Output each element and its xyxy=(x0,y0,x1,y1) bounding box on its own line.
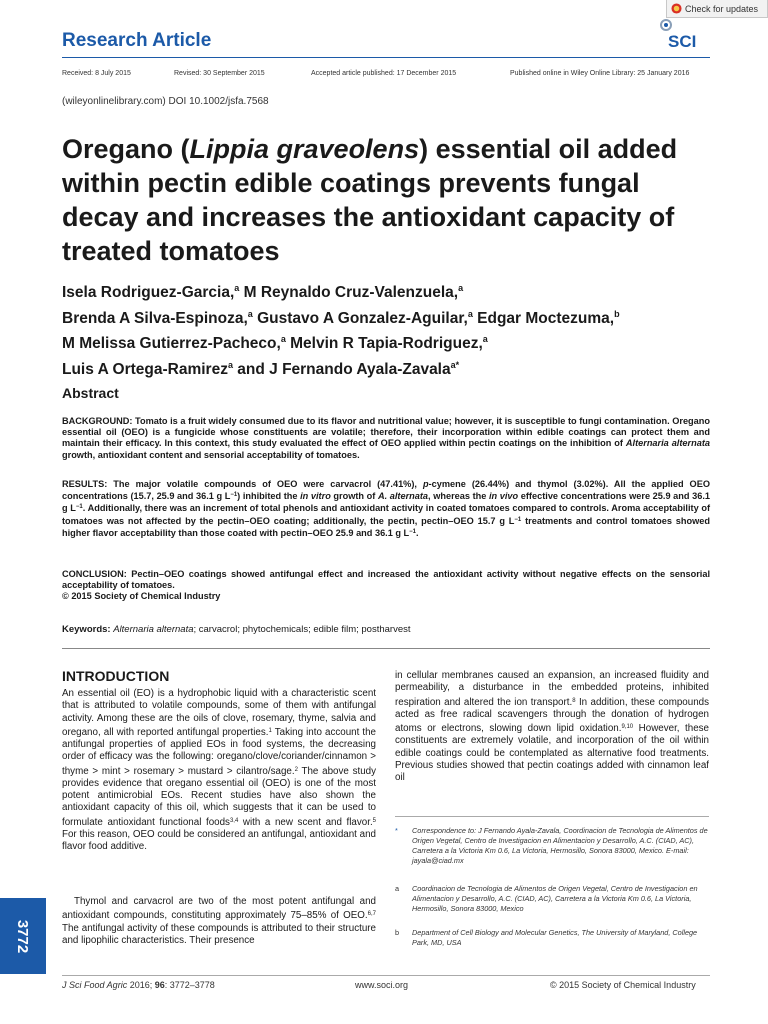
keywords: Keywords: Alternaria alternata; carvacrol; phytochemicals; edible film; postharvest xyxy=(62,624,411,635)
intro-paragraph-1: An essential oil (EO) is a hydrophobic liquid with a characteristic scent that is attributed to volatile compounds, some of them with antifungal activity. Among these are the oils of clove, rosemary, thyme, salvia and oregano, all with reported antifungal properties.$^1$ Taking into account the antifungal properties of applied EOs in food systems, the decreasing order of efficacy was the following: oregano/clove/coriander/cinnamon > thyme > mint > rosemary > mustard > cilantro/sage.$^2$ The above study provides evidence that oregano essential oil (OEO) is one of the most potent antimicrobial EOs. Recent studies have also shown the antioxidant capacity of this oil, which suggests that it can be used to formulate antioxidant functional foods$^{3,4}$ with a new scent and flavor.$^5$ For this reason, OEO could be considered an antifungal, antioxidant and flavor food additive. xyxy=(62,688,377,852)
abstract-copyright: © 2015 Society of Chemical Industry xyxy=(62,591,221,602)
footnote-divider xyxy=(395,816,709,817)
footer-website-link[interactable]: www.soci.org xyxy=(355,980,409,990)
author-list: Isela Rodriguez-Garcia,$^a$ M Reynaldo Cruz-Valenzuela,$^a$ Brenda A Silva-Espinoza,$^a$ Gustavo A Gonzalez-Aguilar,$^a$ Edgar Moctezuma,$^b$ M Melissa Gutierrez-Pacheco,$^a$ Melvin R Tapia-Rodriguez,$^a$ Luis A Ortega-Ramirez$^a$ and J Fernando Ayala-Zavala$^{a*}$ xyxy=(62,283,620,378)
check-updates-label: Check for updates xyxy=(685,3,759,14)
footnote-correspondence: * Correspondence to: J Fernando Ayala-Zavala, Coordinacion de Tecnologia de Alimentos de Origen Vegetal, Centro de Investigacion en Alimentacion y Desarrollo, A.C. (CIAD, AC), Carretera a la Victoria Km 0.6, La Victoria, Hermosillo, Sonora 83000, Mexico. E-mail: jayala@ciad.mx xyxy=(395,826,708,865)
section-label: Research Article xyxy=(62,30,212,51)
introduction-heading: INTRODUCTION xyxy=(62,668,170,684)
publisher-logo-text: SCI xyxy=(668,32,697,51)
revised-date: Revised: 30 September 2015 xyxy=(174,70,265,77)
header-divider xyxy=(62,57,710,58)
doi[interactable]: (wileyonlinelibrary.com) DOI 10.1002/jsfa.7568 xyxy=(62,96,269,107)
page-number: 3772 xyxy=(14,919,32,953)
page-number-tab xyxy=(0,898,46,974)
footer-copyright: © 2015 Society of Chemical Industry xyxy=(550,980,696,990)
check-updates-icon xyxy=(671,3,682,14)
intro-paragraph-2: Thymol and carvacrol are two of the most potent antifungal and antioxidant compounds, constituting approximately 75–85% of OEO.$^{6,7}$ The antifungal activity of these compounds is attributed to their structure and lipophilic characteristics. Their presence xyxy=(62,896,376,946)
intro-paragraph-3: in cellular membranes caused an expansion, an increased fluidity and permeability, a disturbance in the embedded proteins, inhibited respiration and altered the ion transport.$^8$ In addition, these compounds acted as free radical scavengers through the donation of hydrogen atoms or electrons, slowing down lipid oxidation.$^{9,10}$ However, these constituents are extremely volatile, and incorporation of the oil within edible coatings could be contemplated as alternative food treatments. Previous studies showed that pectin coatings added with cinnamon leaf oil xyxy=(395,670,710,783)
footer-citation: J Sci Food Agric 2016; 96: 3772–3778 xyxy=(62,980,215,990)
abstract-heading: Abstract xyxy=(62,385,119,401)
check-for-updates-button[interactable] xyxy=(666,0,768,18)
footnote-affiliation-b: b Department of Cell Biology and Molecular Genetics, The University of Maryland, College Park, MD, USA xyxy=(395,928,698,947)
received-date: Received: 8 July 2015 xyxy=(62,70,131,77)
accepted-date: Accepted article published: 17 December 2015 xyxy=(311,70,457,77)
footnote-affiliation-a: a Coordinacion de Tecnologia de Alimentos de Origen Vegetal, Centro de Investigacion en Alimentacion y Desarrollo, A.C. (CIAD, AC), Carretera a la Victoria Km 0.6, La Victoria, Hermosillo, Sonora 83000, Mexico xyxy=(395,884,698,913)
article-title: Oregano (Lippia graveolens) essential oil added within pectin edible coatings prevents fungal decay and increases the antioxidant capacity of treated tomatoes xyxy=(62,134,678,266)
published-date: Published online in Wiley Online Library: 25 January 2016 xyxy=(510,70,690,77)
abstract-results: RESULTS: The major volatile compounds of OEO were carvacrol (47.41%), p-cymene (26.44%) and thymol (3.02%). All the applied OEO concentrations (15.7, 25.9 and 36.1 g $L^{-1}$) inhibited the in vitro growth of A. alternata, whereas the in vivo effective concentrations were 25.9 and 36.1 g $L^{-1}$. Additionally, there was an increment of total phenols and antioxidant activity in coated tomatoes compared to controls. Aroma acceptability of tomatoes was not affected by the pectin–OEO coating; additionally, the pectin, pectin–OEO 15.7 g $L^{-1}$ treatments and control tomatoes showed higher flavor acceptability than those coated with pectin–OEO 25.9 and 36.1 g $L^{-1}$. xyxy=(62,479,710,538)
abstract-divider xyxy=(62,648,710,649)
footer-divider xyxy=(62,975,710,976)
abstract-conclusion: CONCLUSION: Pectin–OEO coatings showed antifungal effect and increased the antioxidant activity without negative effects on the sensorial acceptability of tomatoes. © 2015 Society of Chemical Industry xyxy=(62,569,710,602)
title-species: Lippia graveolens xyxy=(189,134,420,164)
abstract-background: BACKGROUND: Tomato is a fruit widely consumed due to its flavor and nutritional value; however, it is susceptible to fungi contamination. Oregano essential oil (OEO) is a fungicide whose constituents are volatile; therefore, their incorporation within edible coatings can protect them and maintain their efficacy. In this context, this study evaluated the effect of OEO applied within pectin coatings on the inhibition of Alternaria alternata growth, antioxidant content and sensorial acceptability of tomatoes. xyxy=(62,416,710,460)
